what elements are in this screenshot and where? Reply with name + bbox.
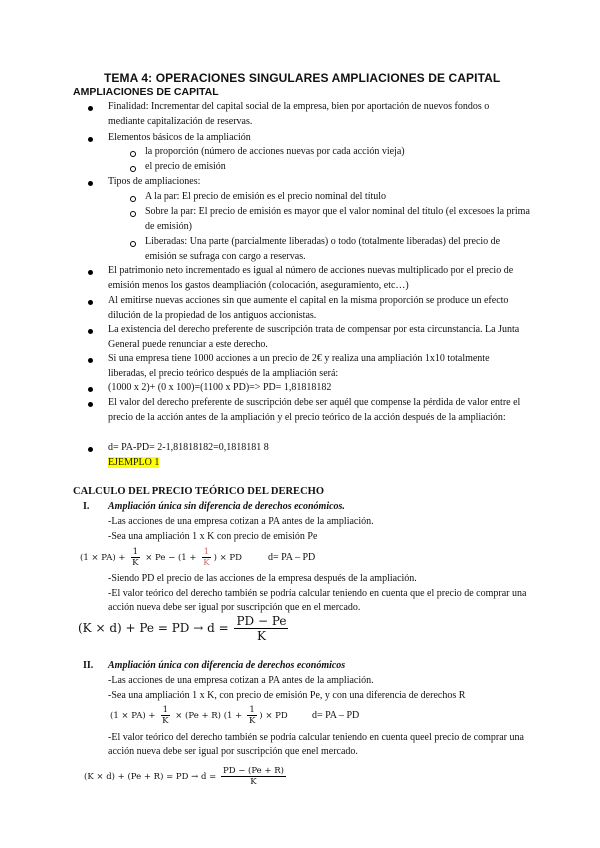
circle-bullet-icon [130, 211, 136, 217]
bullet-icon [88, 300, 93, 305]
circle-bullet-icon [130, 196, 136, 202]
bullet-icon [88, 447, 93, 452]
bullet-icon [88, 358, 93, 363]
valor-text: El valor del derecho preferente de suscripción debe ser aquél que compense la pérdida de valor entre el precio de la acción antes de la ampliación y el precio teórico de la acción después de la ampliación: [108, 397, 521, 423]
d-formula: d= PA – PD [268, 552, 316, 563]
circle-bullet-icon [130, 166, 136, 172]
formula-3: (1 × PA) + $\frac{1}{K}$ × (Pe + R) (1 + $\frac{1}{K}$ ) × PD [110, 705, 288, 726]
circle-bullet-icon [130, 151, 136, 157]
elementos-item: la proporción (número de acciones nuevas por cada acción vieja) [145, 146, 405, 157]
d-formula: d= PA – PD [312, 710, 360, 721]
document-title: TEMA 4: OPERACIONES SINGULARES AMPLIACIONES DE CAPITAL [104, 71, 501, 85]
tipos-text: Tipos de ampliaciones: [108, 176, 201, 187]
formula-4: (K × d) + (Pe + R) = PD → d = $\frac{PD - (Pe + R)}{K}$ [84, 766, 284, 787]
bullet-icon [88, 137, 93, 142]
bullet-icon [88, 387, 93, 392]
paragraph: -Siendo PD el precio de las acciones de la empresa después de la ampliación. [108, 573, 417, 584]
elementos-item: el precio de emisión [145, 161, 226, 172]
d-calc-text: d= PA-PD= 2-1,81818182=0,1818181 8 [108, 442, 269, 453]
patrimonio-text: El patrimonio neto incrementado es igual al número de acciones nuevas multiplicado por el precio de emisión menos los gastos deampliación (colocación, aseguramiento, etc…) [108, 265, 514, 291]
circle-bullet-icon [130, 241, 136, 247]
roman-numeral: I. [83, 501, 90, 512]
formula-1: (1 × PA) + $\frac{1}{K}$ × Pe − (1 + $\frac{1}{K}$ ) × PD [80, 547, 242, 568]
tipos-item: Sobre la par: El precio de emisión es mayor que el valor nominal del título (el excesoes la prima de emisión) [145, 206, 530, 232]
emitirse-text: Al emitirse nuevas acciones sin que aumente el capital en la misma proporción se produce un efecto dilución de la propiedad de los antiguos accionistas. [108, 295, 509, 321]
tipos-item: A la par: El precio de emisión es el precio nominal del título [145, 191, 387, 202]
paragraph: -El valor teórico del derecho también se podría calcular teniendo en cuenta que el precio de comprar una acción nueva debe ser igual por suscripción que en el mercado. [108, 588, 527, 613]
bullet-icon [88, 270, 93, 275]
derecho-text: La existencia del derecho preferente de suscripción trata de compensar por esta circunstancia. La Junta General puede renunciar a este derecho. [108, 324, 520, 350]
paragraph: -Las acciones de una empresa cotizan a PA antes de la ampliación. [108, 675, 374, 686]
elementos-text: Elementos básicos de la ampliación [108, 132, 251, 143]
bullet-icon [88, 181, 93, 186]
calc-text: (1000 x 2)+ (0 x 100)=(1100 x PD)=> PD= 1,81818182 [108, 382, 332, 393]
ejemplo-label: EJEMPLO 1 [108, 457, 160, 468]
subsection-title: Ampliación única con diferencia de derechos económicos [108, 660, 346, 671]
paragraph: -Sea una ampliación 1 x K, con precio de emisión Pe, y con una diferencia de derechos R [108, 690, 466, 701]
paragraph: -Sea una ampliación 1 x K con precio de emisión Pe [108, 531, 318, 542]
tipos-item: Liberadas: Una parte (parcialmente liberadas) o todo (totalmente liberadas) del precio de emisión se sufraga con cargo a reservas. [145, 236, 501, 262]
formula-2: (K × d) + Pe = PD → d = $\frac{PD - Pe}{K}$ [78, 614, 287, 643]
paragraph: -Las acciones de una empresa cotizan a PA antes de la ampliación. [108, 516, 374, 527]
section-heading: AMPLIACIONES DE CAPITAL [73, 86, 219, 98]
roman-numeral: II. [83, 660, 94, 671]
ejemplo-empresa-text: Si una empresa tiene 1000 acciones a un precio de 2€ y realiza una ampliación 1x10 totalmente liberadas, el precio teórico después de la ampliación será: [108, 353, 490, 379]
paragraph: -El valor teórico del derecho también se podría calcular teniendo en cuenta queel precio de comprar una acción nueva debe ser igual por suscripción que enel mercado. [108, 732, 524, 757]
subsection-title: Ampliación única sin diferencia de derechos económicos. [108, 501, 345, 512]
bullet-icon [88, 402, 93, 407]
finalidad-text: Finalidad: Incrementar del capital social de la empresa, bien por aportación de nuevos fondos o mediante capitalización de reservas. [108, 101, 490, 127]
bullet-icon [88, 106, 93, 111]
calc-section-heading: CALCULO DEL PRECIO TEÓRICO DEL DERECHO [73, 486, 324, 497]
bullet-icon [88, 329, 93, 334]
